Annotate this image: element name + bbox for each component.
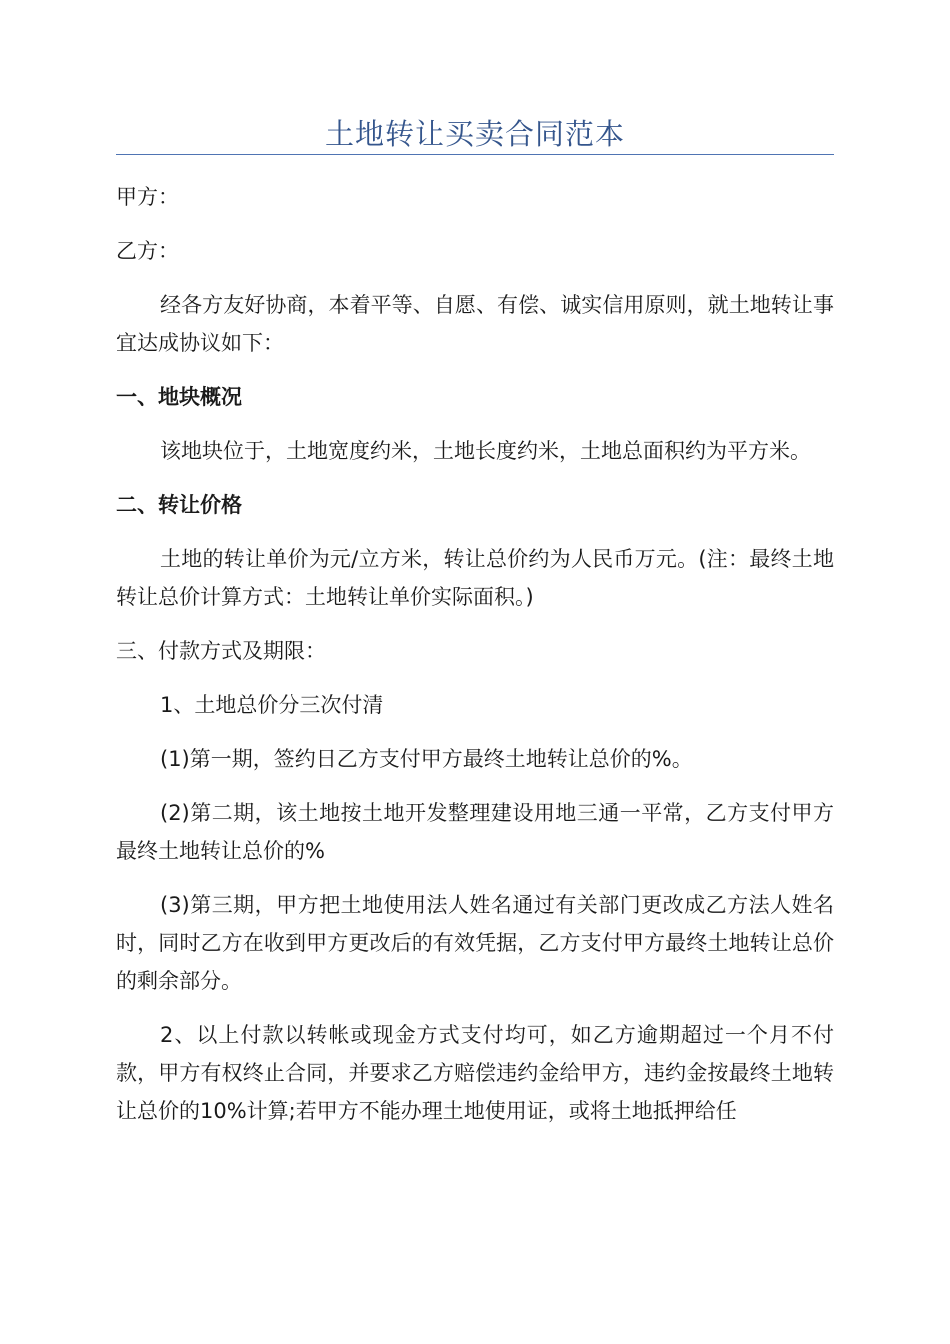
price-paragraph: 土地的转让单价为元/立方米，转让总价约为人民币万元。(注：最终土地转让总价计算方式：土地转让单价实际面积。) [116,547,834,609]
payment-item-2: 2、以上付款以转帐或现金方式支付均可，如乙方逾期超过一个月不付款，甲方有权终止合同，并要求乙方赔偿违约金给甲方，违约金按最终土地转让总价的10%计算;若甲方不能办理土地使用证，或将土地抵押给任 [116,1023,834,1123]
payment-item-1-2: (2)第二期，该土地按土地开发整理建设用地三通一平常，乙方支付甲方最终土地转让总价的% [116,801,834,863]
party-b-line: 乙方： [116,239,179,263]
payment-item-1: 1、土地总价分三次付清 [160,693,384,717]
land-overview-paragraph: 该地块位于，土地宽度约米，土地长度约米，土地总面积约为平方米。 [160,439,811,463]
section-heading-land-overview: 一、地块概况 [116,385,242,409]
title-underline [116,154,834,155]
payment-item-1-3: (3)第三期，甲方把土地使用法人姓名通过有关部门更改成乙方法人姓名时，同时乙方在收到甲方更改后的有效凭据，乙方支付甲方最终土地转让总价的剩余部分。 [116,893,834,993]
payment-item-1-1: (1)第一期，签约日乙方支付甲方最终土地转让总价的%。 [160,747,693,771]
party-a-line: 甲方： [116,185,179,209]
section-heading-payment: 三、付款方式及期限： [116,639,326,663]
document-title: 土地转让买卖合同范本 [324,117,625,151]
intro-paragraph: 经各方友好协商，本着平等、自愿、有偿、诚实信用原则，就土地转让事宜达成协议如下： [116,293,834,355]
document-body [116,178,834,1146]
section-heading-price: 二、转让价格 [116,493,242,517]
